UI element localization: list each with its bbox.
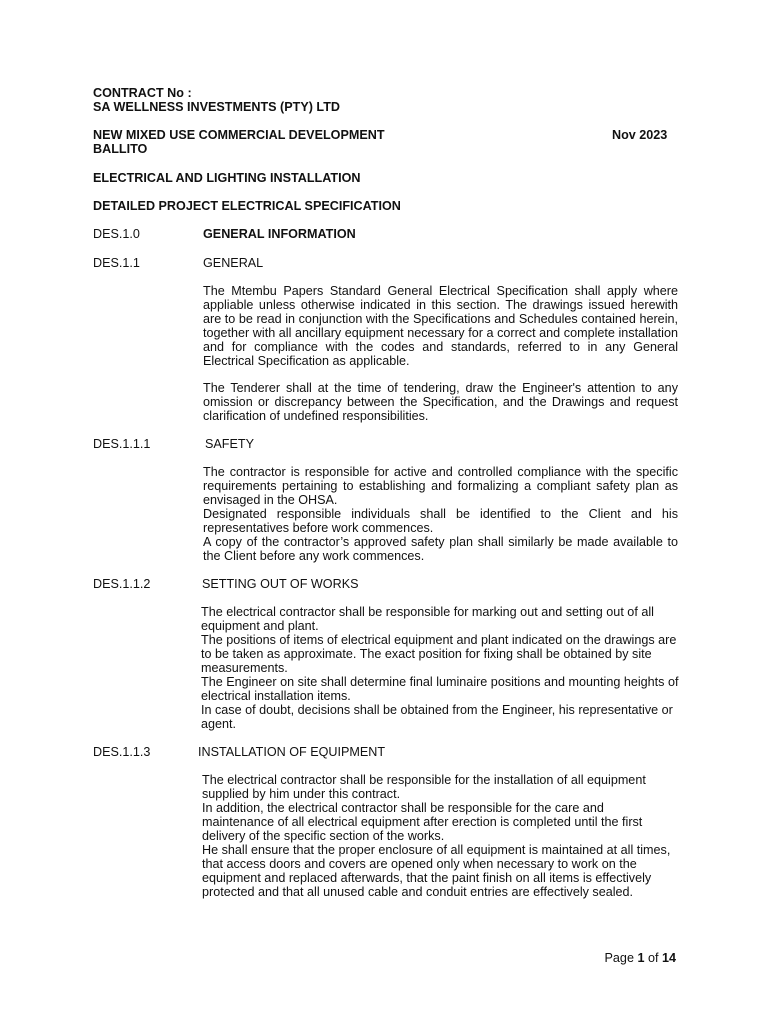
total-page-count: 14 (661, 951, 676, 965)
section-code: DES.1.1 (93, 256, 140, 270)
project-title-line2: BALLITO (93, 142, 148, 156)
paragraph-line: The contractor is responsible for active and controlled compliance with the specific requirements pertaining to establishing and formalizing a compliant safety plan as envisaged in the OHSA. (203, 465, 678, 507)
section-heading: SAFETY (205, 437, 254, 451)
paragraph-line: Designated responsible individuals shall be identified to the Client and his representatives before work commences. (203, 507, 678, 535)
installation-title: ELECTRICAL AND LIGHTING INSTALLATION (93, 171, 361, 185)
contract-number-label: CONTRACT No : (93, 86, 192, 100)
paragraph: The Mtembu Papers Standard General Electrical Specification shall apply where appliable unless otherwise indicated in this section. The drawings issued herewith are to be read in conjunction with the Specifications and Schedules contained herein, together with all ancillary equipment necessary for a correct and complete installation and for compliance with the codes and standards, referred to in any General Electrical Specification as applicable. (203, 284, 678, 368)
current-page-number: 1 (637, 951, 645, 965)
section-heading: GENERAL INFORMATION (203, 227, 356, 241)
section-heading: GENERAL (203, 256, 264, 270)
paragraph-line: The electrical contractor shall be responsible for marking out and setting out of all equipment and plant. (201, 605, 654, 633)
paragraph-line: He shall ensure that the proper enclosure of all equipment is maintained at all times, that access doors and covers are opened only when necessary to work on the equipment and replaced afterwards, that the paint finish on all items is effectively protected and that all unused cable and conduit entries are effectively sealed. (202, 843, 671, 899)
page-number (605, 951, 676, 965)
section-code: DES.1.0 (93, 227, 140, 241)
paragraph-line: The positions of items of electrical equipment and plant indicated on the drawings are to be taken as approximate. The exact position for fixing shall be obtained by site measurements. (201, 633, 677, 675)
document-date: Nov 2023 (612, 128, 668, 142)
of-word: of (647, 951, 659, 965)
paragraph-block (203, 465, 678, 563)
section-heading: SETTING OUT OF WORKS (202, 577, 359, 591)
paragraph: The Tenderer shall at the time of tendering, draw the Engineer's attention to any omission or discrepancy between the Specification, and the Drawings and request clarification of undefined responsibilities. (203, 381, 678, 423)
company-name: SA WELLNESS INVESTMENTS (PTY) LTD (93, 100, 340, 114)
paragraph-line: A copy of the contractor’s approved safety plan shall similarly be made available to the Client before any work commences. (203, 535, 678, 563)
page-word: Page (604, 951, 634, 965)
paragraph-block (201, 605, 679, 731)
section-code: DES.1.1.1 (93, 437, 151, 451)
paragraph-block (202, 773, 672, 899)
section-heading: INSTALLATION OF EQUIPMENT (198, 745, 386, 759)
paragraph-line: The Engineer on site shall determine final luminaire positions and mounting heights of electrical installation items. (201, 675, 679, 703)
paragraph-line: In case of doubt, decisions shall be obtained from the Engineer, his representative or agent. (201, 703, 673, 731)
paragraph-line: In addition, the electrical contractor shall be responsible for the care and maintenance of all electrical equipment after erection is completed until the first delivery of the specific section of the works. (202, 801, 643, 843)
section-code: DES.1.1.2 (93, 577, 151, 591)
project-title-line1: NEW MIXED USE COMMERCIAL DEVELOPMENT (93, 128, 385, 142)
section-code: DES.1.1.3 (93, 745, 151, 759)
paragraph-line: The electrical contractor shall be responsible for the installation of all equipment supplied by him under this contract. (202, 773, 646, 801)
specification-title: DETAILED PROJECT ELECTRICAL SPECIFICATION (93, 199, 401, 213)
